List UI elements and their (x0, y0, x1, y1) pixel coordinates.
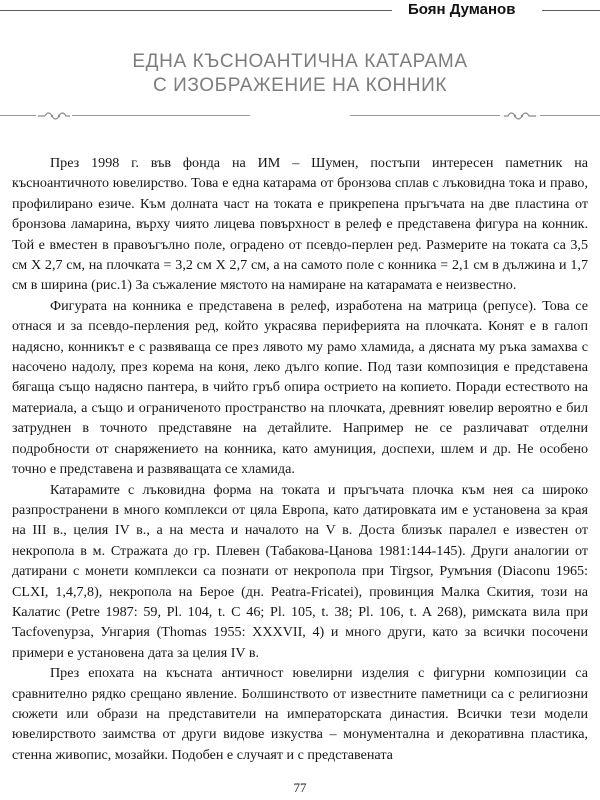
header-rule-right (542, 10, 600, 11)
header-rule-left (0, 10, 392, 11)
page-number: 77 (293, 780, 307, 795)
title-rule-left-inner (72, 115, 250, 116)
title-rule-left-outer (0, 115, 36, 116)
title-line-2: С ИЗОБРАЖЕНИЕ НА КОННИК (152, 75, 448, 96)
paragraph-3: Катарамите с лъковидна форма на токата и пръгъчата плочка към нея са широко разпространени в много комплекси от цяла Европа, като датировката им е установена за края на III в., целия IV в., а на места и началото на V в. Доста близък паралел е известен от некропола в м. Стражата до гр. Плевен (Табакова-Цанова 1981:144-145). Други аналогии от датирани с монети комплекси са познати от некропола при Tirgsor, Румъния (Diaconu 1965: CLXI, 1,4,7,8), некропола на Берое (дн. Peatra-Fricatei), провинция Малка Скития, този на Калатис (Petre 1987: 59, Pl. 104, t. C 46; Pl. 105, t. 38; Pl. 106, t. A 268), римската вила при Tacfovenyрзa, Унгария (Thomas 1955: XXXVII, 4) и много други, като за всички посочени примери е установена дата за целия IV в. (12, 481, 588, 661)
paragraph-1: През 1998 г. във фонда на ИМ – Шумен, постъпи интересен паметник на къснoантичното ювелирство. Това е една катарама от бронзова сплав с лъковидна тока и право, профилирано езиче. Към долната част на токата е прикрепена пръгъчата на две пластина от бронзова ламарина, върху чиято лицева повърхност в релеф е представена фигура на конник. Той е вместен в правоъгълно поле, оградено от псевдо-перлен ред. Размерите на токата са 3,5 см X 2,7 см, на плочката = 3,2 см X 2,7 см, а на самото поле с конника = 2,1 см в дължина и 1,7 см в ширина (рис.1) За съжаление мястото на намиране на катарамата е неизвестно. (12, 155, 588, 294)
paragraph-4: През епохата на късната античност ювелирни изделия с фигурни композиции са сравнително рядко срещано явление. Болшинството от известните паметници са с религиозни сюжети или образи на представители на императорската династия. Всички тези модели ювелирството заимства от други видове изкуства – монументална и декоративна пластика, стенна живопис, мозайки. Подобен е случаят и с представената (12, 665, 588, 763)
running-head-author: Боян Думанов (408, 1, 516, 18)
article-title (0, 50, 600, 98)
title-line-1: ЕДНА КЪСНОАНТИЧНА КАТАРАМА (132, 51, 468, 72)
ornament-right-icon (503, 111, 537, 121)
title-rule-right-inner (350, 115, 500, 116)
title-rule-right-outer (540, 115, 600, 116)
paragraph-2: Фигурата на конника е представена в релеф, изработена на матрица (репусе). Това се отнася и за псевдо-перления ред, който украсява периферията на плочката. Конят е в галоп надясно, конникът е с развяваща се през лявото му рамо хламида, а дясната му ръка замахва с насочено надолу, през корема на коня, леко дълго копие. Под тази композиция е представена бягаща също надясно пантера, в чийто гръб опира острието на копието. Поради естеството на материала, а също и ограниченото пространство на плочката, древният ювелир вероятно е бил затруднен в точното представяне на детайлите. Например не се различават отделни подробности от снаряжението на конника, като амуниция, доспехи, шлем и др. Не особено точно е представена и развяващата се хламида. (12, 297, 588, 478)
ornament-left-icon (37, 111, 71, 121)
article-body (12, 153, 588, 800)
